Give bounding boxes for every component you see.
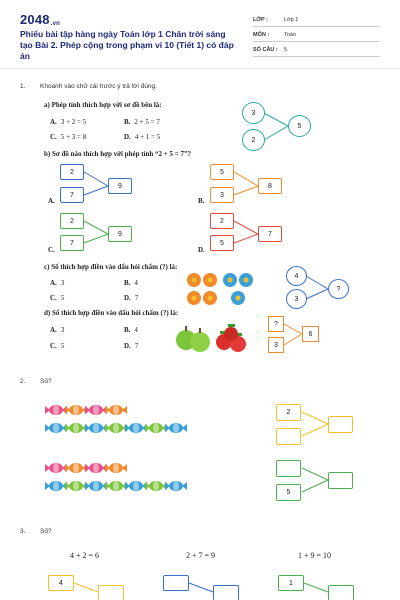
answer-box[interactable]	[276, 428, 301, 445]
answer-box[interactable]: 2	[276, 404, 301, 421]
option-c[interactable]: C. 5	[50, 342, 65, 350]
apple-icon	[190, 328, 210, 352]
candy-icon	[145, 423, 167, 433]
diagram-option-b[interactable]: B.	[198, 197, 205, 205]
option-d[interactable]: D. 7	[124, 342, 139, 350]
answer-box-result[interactable]	[328, 416, 353, 433]
diagram-option-d[interactable]: D.	[198, 246, 205, 254]
candy-icon	[85, 463, 107, 473]
answer-box[interactable]	[163, 575, 189, 591]
diagram-box-result: 7	[258, 226, 282, 242]
candy-icon	[85, 405, 107, 415]
candy-icon	[165, 423, 187, 433]
flower-icon	[203, 291, 217, 305]
logo: 2048.vn	[20, 12, 61, 27]
candy-icon	[105, 463, 127, 473]
candies-picture-2	[44, 458, 204, 498]
equation: 4 + 2 = 6	[70, 551, 100, 560]
diagram-box: 7	[60, 187, 84, 203]
diagram-box: 2	[60, 213, 84, 229]
section-instruction: Số?	[40, 528, 52, 535]
subject-value: Toán	[284, 32, 296, 38]
option-b[interactable]: B. 2 + 5 = 7	[124, 118, 160, 126]
option-c[interactable]: C. 5	[50, 294, 65, 302]
candy-icon	[65, 405, 87, 415]
option-d[interactable]: D. 7	[124, 294, 139, 302]
candy-icon	[45, 405, 67, 415]
candy-icon	[85, 481, 107, 491]
count-label: SỐ CÂU :	[253, 47, 278, 53]
diagram-box: 2	[60, 164, 84, 180]
subject-label: MÔN :	[253, 32, 270, 38]
question-b-prompt: b) Sơ đồ nào thích hợp với phép tính “2 + 5 = 7”?	[44, 150, 192, 158]
class-label: LỚP :	[253, 17, 268, 23]
diagram-box: 5	[210, 164, 234, 180]
candy-icon	[45, 463, 67, 473]
flower-icon	[231, 291, 245, 305]
diagram-box-result: 9	[108, 226, 132, 242]
candy-icon	[125, 481, 147, 491]
answer-box[interactable]: 5	[276, 484, 301, 501]
answer-box[interactable]: 4	[48, 575, 74, 591]
flower-icon	[239, 273, 253, 287]
candy-icon	[65, 481, 87, 491]
candy-icon	[45, 423, 67, 433]
diagram-box: 7	[60, 235, 84, 251]
fruit-picture	[174, 318, 250, 356]
question-d-prompt: d) Số thích hợp điền vào dấu hỏi chấm (?) là:	[44, 309, 179, 317]
answer-box-result[interactable]	[328, 585, 354, 600]
candy-icon	[165, 481, 187, 491]
diagram-circle-result: ?	[328, 279, 349, 299]
flower-icon	[187, 273, 201, 287]
flower-icon	[203, 273, 217, 287]
diagram-box: 3	[210, 187, 234, 203]
option-a[interactable]: A. 3 + 2 = 5	[50, 118, 87, 126]
diagram-box: 5	[210, 235, 234, 251]
equation: 1 + 9 = 10	[298, 551, 332, 560]
diagram-box: 2	[210, 213, 234, 229]
candy-icon	[145, 481, 167, 491]
equation: 2 + 7 = 9	[186, 551, 216, 560]
diagram-box: 3	[268, 337, 284, 353]
candy-icon	[105, 423, 127, 433]
candy-icon	[105, 481, 127, 491]
option-b[interactable]: B. 4	[124, 279, 138, 287]
candy-icon	[125, 423, 147, 433]
strawberry-icon	[224, 324, 238, 341]
diagram-circle-top: 4	[286, 266, 307, 286]
option-a[interactable]: A. 3	[50, 279, 65, 287]
section-instruction: Khoanh vào chữ cái trước ý trả lời đúng.	[40, 83, 157, 90]
diagram-circle-top: 3	[242, 102, 265, 124]
class-value: Lớp 1	[284, 17, 299, 23]
candy-icon	[85, 423, 107, 433]
section-number: 3.	[20, 528, 26, 535]
flower-icon	[223, 273, 237, 287]
diagram-circle-bottom: 2	[242, 129, 265, 151]
candy-icon	[105, 405, 127, 415]
candy-icon	[65, 423, 87, 433]
document-title: Phiếu bài tập hàng ngày Toán lớp 1 Chân trời sáng tạo Bài 2. Phép cộng trong phạm vi 10 (Tiết 1) có đáp án	[20, 29, 234, 61]
diagram-box: ?	[268, 316, 284, 332]
diagram-circle-result: 5	[288, 115, 311, 137]
candy-icon	[65, 463, 87, 473]
diagram-box-result: 8	[258, 178, 282, 194]
option-d[interactable]: D. 4 + 1 = 5	[124, 133, 161, 141]
flower-icon	[187, 291, 201, 305]
diagram-box-result: 9	[108, 178, 132, 194]
option-b[interactable]: B. 4	[124, 326, 138, 334]
question-c-prompt: c) Số thích hợp điền vào dấu hỏi chấm (?) là:	[44, 263, 178, 271]
section-number: 2.	[20, 378, 26, 385]
option-a[interactable]: A. 3	[50, 326, 65, 334]
flowers-picture	[186, 270, 266, 310]
diagram-circle-bottom: 3	[286, 289, 307, 309]
answer-box[interactable]: 1	[278, 575, 304, 591]
question-a-prompt: a) Phép tính thích hợp với sơ đồ bên là:	[44, 101, 162, 109]
diagram-box-result: 6	[302, 326, 319, 342]
diagram-option-c[interactable]: C.	[48, 246, 55, 254]
count-value: 5	[284, 47, 288, 53]
answer-box-result[interactable]	[328, 472, 353, 489]
candies-picture-1	[44, 400, 204, 440]
answer-box[interactable]	[276, 460, 301, 477]
option-c[interactable]: C. 5 + 3 = 8	[50, 133, 87, 141]
answer-box-result[interactable]	[213, 585, 239, 600]
answer-box-result[interactable]	[98, 585, 124, 600]
candy-icon	[45, 481, 67, 491]
section-instruction: Số?	[40, 378, 52, 385]
section-number: 1.	[20, 83, 26, 90]
diagram-option-a[interactable]: A.	[48, 197, 55, 205]
